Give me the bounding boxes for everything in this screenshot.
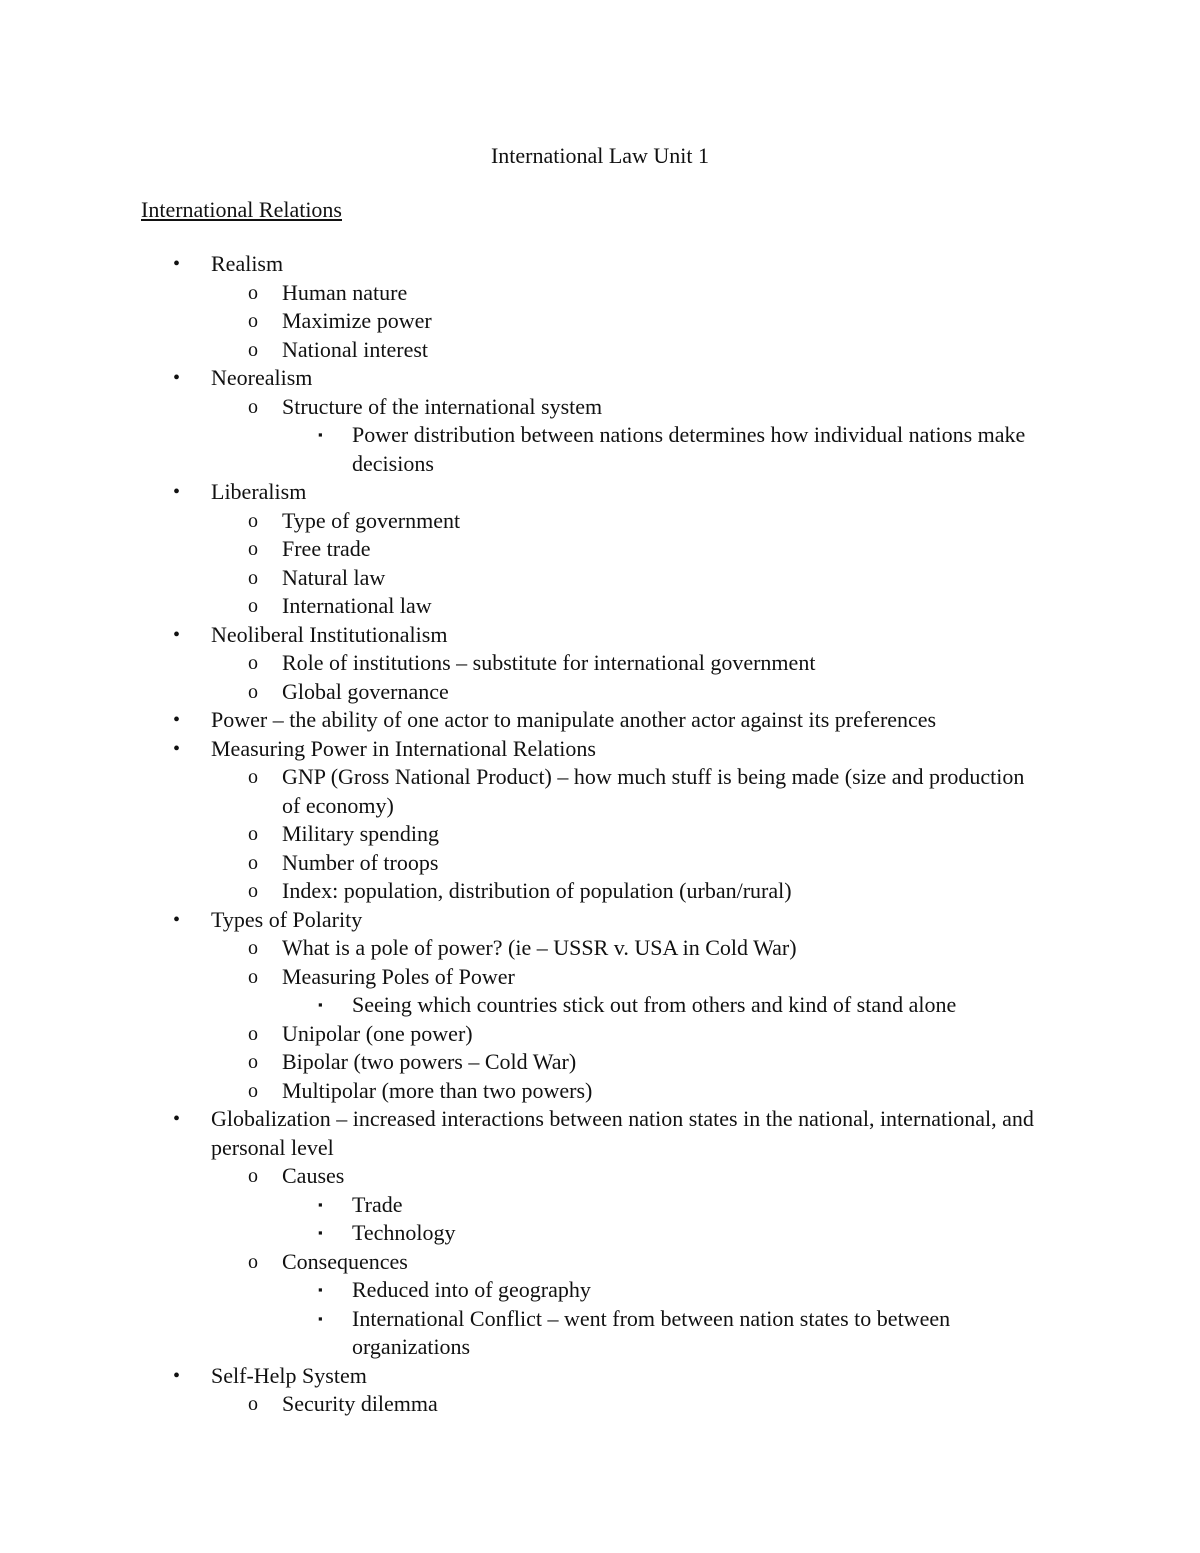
- outline-item-level-2: [0, 535, 1042, 564]
- bullet-marker: o: [248, 652, 258, 674]
- outline-item-text: Causes: [282, 1163, 345, 1188]
- outline-item-text: Technology: [352, 1220, 456, 1245]
- outline-item-text: Measuring Poles of Power: [282, 963, 515, 989]
- outline-item-text: Security dilemma: [282, 1391, 438, 1416]
- outline-item-level-1: [0, 250, 1061, 279]
- bullet-marker: •: [173, 481, 181, 503]
- outline-item-level-2: [0, 507, 1042, 536]
- bullet-marker: o: [248, 1165, 258, 1187]
- outline-item-level-2: [0, 564, 1042, 593]
- outline-item-level-2: [0, 336, 1042, 365]
- bullet-marker: o: [248, 880, 258, 902]
- outline-item-text: International law: [282, 593, 432, 618]
- bullet-marker: o: [248, 1051, 258, 1073]
- outline-item-level-2: [0, 849, 1042, 878]
- outline-item-text: Type of government: [282, 507, 461, 533]
- outline-item-level-1: [0, 1362, 1061, 1391]
- outline-item-text: Maximize power: [282, 308, 432, 333]
- outline-item-text: Unipolar (one power): [282, 1020, 473, 1046]
- outline-item-text: Trade: [352, 1191, 403, 1217]
- outline-item-level-2: [0, 393, 1042, 422]
- outline-item-level-2: [0, 649, 1042, 678]
- bullet-marker: •: [173, 737, 181, 760]
- bullet-marker: o: [248, 1079, 258, 1102]
- outline-item-level-2: [0, 1390, 1042, 1419]
- outline-item-level-2: [0, 1077, 1042, 1106]
- bullet-marker: o: [248, 1250, 258, 1273]
- outline-item-level-2: [0, 1020, 1042, 1049]
- bullet-marker: o: [248, 281, 258, 304]
- outline-item-level-3: [0, 1276, 1032, 1305]
- bullet-marker: •: [173, 623, 181, 646]
- page-title: International Law Unit 1: [490, 143, 710, 168]
- outline-item-level-2: [0, 592, 1042, 621]
- outline-item-level-2: [0, 1162, 1042, 1191]
- bullet-marker: o: [248, 310, 258, 332]
- outline-item-text: National interest: [282, 336, 429, 362]
- outline-item-text: Role of institutions – substitute for international government: [282, 650, 816, 675]
- bullet-marker: o: [248, 538, 258, 560]
- outline-item-text: Power – the ability of one actor to manipulate another actor against its preferences: [211, 707, 937, 732]
- outline-item-level-3: [0, 421, 1032, 478]
- outline-item-level-3: [0, 1191, 1032, 1220]
- bullet-marker: ▪: [318, 1225, 323, 1240]
- outline-item-level-2: [0, 763, 1042, 820]
- section-heading: International Relations: [141, 197, 342, 222]
- outline-item-text: GNP (Gross National Product) – how much stuff is being made (size and production of economy): [282, 764, 1025, 818]
- outline-item-text: Realism: [211, 251, 284, 276]
- bullet-marker: o: [248, 1022, 258, 1045]
- outline-item-text: Free trade: [282, 536, 371, 561]
- outline-item-text: Neorealism: [211, 365, 313, 390]
- outline-item-level-2: [0, 877, 1042, 906]
- outline-item-level-1: [0, 364, 1061, 393]
- outline-item-level-1: [0, 735, 1061, 764]
- outline-item-level-2: [0, 678, 1042, 707]
- outline-item-level-1: [0, 621, 1061, 650]
- outline-item-level-3: [0, 1219, 1032, 1248]
- bullet-marker: o: [248, 395, 258, 418]
- outline-item-text: Types of Polarity: [211, 906, 363, 932]
- bullet-marker: •: [173, 908, 181, 931]
- outline-item-text: Globalization – increased interactions between nation states in the national, international, and personal level: [211, 1106, 1034, 1160]
- outline-item-level-2: [0, 963, 1042, 992]
- outline-item-level-1: [0, 1105, 1061, 1162]
- outline-item-text: Number of troops: [282, 849, 439, 875]
- outline-item-text: Bipolar (two powers – Cold War): [282, 1049, 577, 1074]
- bullet-marker: ▪: [318, 997, 323, 1012]
- bullet-marker: ▪: [318, 1282, 323, 1297]
- bullet-marker: o: [248, 766, 258, 788]
- bullet-marker: •: [173, 709, 181, 731]
- outline-item-level-3: [0, 1305, 1032, 1362]
- outline-item-level-2: [0, 820, 1042, 849]
- bullet-marker: o: [248, 509, 258, 532]
- outline-item-text: Consequences: [282, 1248, 408, 1274]
- outline-item-level-1: [0, 478, 1061, 507]
- outline-item-level-3: [0, 991, 1032, 1020]
- outline-item-text: Neoliberal Institutionalism: [211, 621, 448, 647]
- bullet-marker: ▪: [318, 1310, 323, 1326]
- outline-item-text: Reduced into of geography: [352, 1277, 591, 1302]
- outline-item-level-1: [0, 906, 1061, 935]
- outline-item-text: What is a pole of power? (ie – USSR v. USA in Cold War): [282, 935, 797, 960]
- outline-item-level-2: [0, 934, 1042, 963]
- outline-item-level-2: [0, 1248, 1042, 1277]
- outline-item-text: Structure of the international system: [282, 393, 603, 419]
- outline-item-text: Human nature: [282, 279, 408, 305]
- bullet-marker: o: [248, 338, 258, 361]
- bullet-marker: ▪: [318, 427, 323, 442]
- bullet-marker: o: [248, 680, 258, 703]
- outline-item-text: Multipolar (more than two powers): [282, 1077, 593, 1103]
- bullet-marker: o: [248, 851, 258, 874]
- outline-item-level-2: [0, 307, 1042, 336]
- outline-item-text: Measuring Power in International Relations: [211, 735, 596, 761]
- outline-item-text: Military spending: [282, 821, 440, 846]
- outline-item-text: Self-Help System: [211, 1362, 367, 1388]
- bullet-marker: o: [248, 566, 258, 589]
- outline-item-level-2: [0, 279, 1042, 308]
- outline-item-text: Natural law: [282, 564, 386, 590]
- outline-item-text: Seeing which countries stick out from others and kind of stand alone: [352, 992, 957, 1017]
- bullet-marker: •: [173, 367, 181, 389]
- outline-item-text: Global governance: [282, 678, 449, 704]
- outline-item-text: International Conflict – went from between nation states to between organizations: [352, 1305, 951, 1359]
- outline-list: [0, 250, 1200, 1419]
- bullet-marker: o: [248, 595, 258, 617]
- outline-item-text: Liberalism: [211, 479, 307, 504]
- outline-item-text: Index: population, distribution of population (urban/rural): [282, 878, 792, 903]
- bullet-marker: •: [173, 1364, 181, 1387]
- bullet-marker: o: [248, 965, 258, 988]
- bullet-marker: •: [173, 253, 181, 275]
- bullet-marker: o: [248, 823, 258, 845]
- outline-item-level-2: [0, 1048, 1042, 1077]
- bullet-marker: o: [248, 937, 258, 959]
- outline-item-text: Power distribution between nations determines how individual nations make decisions: [352, 422, 1026, 476]
- bullet-marker: ▪: [318, 1196, 323, 1212]
- bullet-marker: •: [173, 1108, 181, 1130]
- outline-item-level-1: [0, 706, 1061, 735]
- bullet-marker: o: [248, 1393, 258, 1415]
